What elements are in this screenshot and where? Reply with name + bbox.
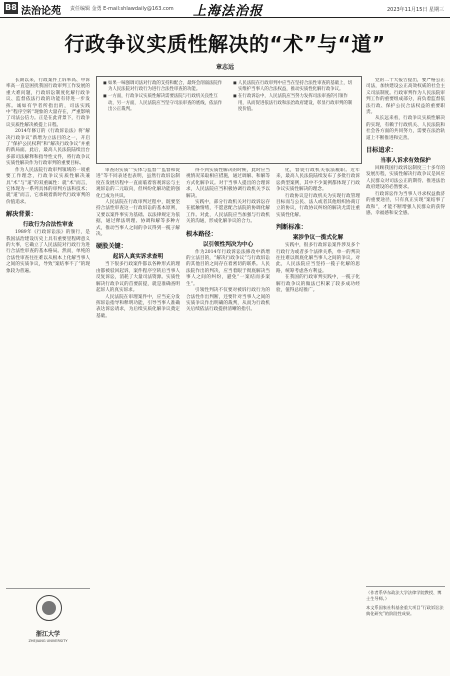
author-bio: （作者系华东政法大学法律学院教授、博士生导师。） <box>366 590 442 601</box>
section-heading: 解决背景： <box>6 211 37 219</box>
highlight-item: ◼ 在行政诉讼中，人民法院应当努力发挥司法审查的引领作用，从而促进依法行政和法治政府建设，彰显行政审判的制度价值。 <box>233 94 353 112</box>
section-subheading: 当事人诉求有效保护 <box>380 158 431 165</box>
paragraph: 得不到实质性解决的时候，此时应当视情况采取相应措施，通过调解、和解等方式化解争议。对于当事人提出的合理诉求，人民法院应当积极协调行政机关予以解决。 <box>186 168 270 199</box>
column-5 <box>366 78 445 583</box>
paragraph: 引领性判决不仅要对被诉行政行为的合法性作出判断，还要针对当事人之间的实质争议作出明确的裁判，从而为行政机关后续依法行政提供清晰的指引。 <box>186 288 270 313</box>
editor-line: 责任编辑 金勇 E-mail:shlawdaily@163.com <box>70 6 174 12</box>
paragraph: 1989年《行政诉讼法》的颁行，是我国法治建设历史上具有重要里程碑意义的大事，它确立了人民法院对行政行为进行合法性审查的基本格局。然而，单纯的合法性审查往往难以从根本上化解当事人之间的实质争议，导致“案结事不了”的现象较为普遍。 <box>6 230 90 274</box>
author-footnote <box>366 586 445 671</box>
university-logo-block <box>6 588 90 673</box>
section-heading: 硬股关键： <box>96 243 127 251</box>
article-author: 章志远 <box>215 64 234 71</box>
highlight-box-right <box>233 81 355 114</box>
page-number-badge: B8 <box>5 3 17 12</box>
university-name: 浙江大学 <box>35 631 60 638</box>
section-subheading: 起诉人真实诉求查明 <box>112 254 164 261</box>
section-name: 法治论苑 <box>21 6 61 17</box>
paragraph: 实践中，部分行政机关对行政诉讼存在抵触情绪，不愿意配合法院的协调化解工作。对此，人民法院应当加强与行政机关的沟通，形成化解争议的合力。 <box>186 200 270 225</box>
paragraph: 化，督促行政机关依法履职。近年来，最高人民法院陆续发布了多批行政诉讼典型案例，其中不少案例都体现了行政争议实质性解决的理念。 <box>276 168 360 193</box>
paragraph: 党的二十大报告提出，要严格公正司法，加快建设公正高效权威的社会主义司法制度。行政审判作为人民法院审判工作的重要组成部分，肩负着监督依法行政、保护公民合法权益的重要职责。 <box>366 78 445 116</box>
paragraph: 回顾我国行政诉讼制度三十多年的发展历程，实质性解决行政争议是回应人民群众对司法公正的期待、推进法治政府建设的必然要求。 <box>366 166 445 191</box>
issue-date: 2023年11月15日 星期三 <box>386 7 444 13</box>
column-2 <box>96 168 180 670</box>
section-subheading: 行政行为合法性审查 <box>22 222 74 229</box>
paragraph: 人民法院在审理案件中，应当充分发挥诉讼指导和释明功能，引导当事人准确表达诉讼请求，为后续实质化解争议奠定基础。 <box>96 294 180 319</box>
university-name-en: ZHEJIANG UNIVERSITY <box>28 639 68 643</box>
paragraph: 行政诉讼作为当事人寻求权益救济的重要途径，只有真正实现“案结事了政和”，才能不断增强人民群众的获得感、幸福感和安全感。 <box>366 191 445 216</box>
highlight-item: ◼ 人民法院在行政审判中应当在坚持合法性审查的基础上，切实维护当事人的合法权益，推动实质性化解行政争议。 <box>233 81 353 93</box>
paragraph: 人民法院在行政审判过程中，既要坚持合法性审查这一行政诉讼的基本原则，又要以案件事实为基础、以法律规定为依据，通过释法明理、协调和解等多种方式，推动当事人之间的争议得到一揽子解决。 <box>96 200 180 238</box>
column-4 <box>276 168 360 670</box>
seal-emblem <box>42 601 56 615</box>
page-header <box>0 0 450 18</box>
paragraph: 长期以来，行政案件上诉率高、申诉率高一直是困扰我国行政审判工作发展的重大难问题，行政诉讼制度化解行政争议、监督依法行政的功能有待进一步发挥。诚如有学者所指出的，司法实践中“程序空转”现象的大量存在，严重影响了司法公信力。正是在此背景下，行政争议实质性解决被提上日程。 <box>6 78 90 128</box>
highlight-item: ◼ 一方面，行政争议实质性解决需要法院与行政机关良性互动，另一方面，人民法院应当坚守司法审查的底线，依法作出公正裁判。 <box>103 94 223 112</box>
highlight-item: ◼ 如果一味强调司法对行政的支持和配合，最终会削弱法院作为人民法院对行政行为进行合法性审查的功能。 <box>103 81 223 93</box>
paragraph: 实践中，很多行政诉讼案件涉及多个行政行为或者多个法律关系，单一的判决往往难以彻底化解当事人之间的争议。对此，人民法院应当坚持一揽子化解的思路，统筹考虑各方利益。 <box>276 243 360 274</box>
fund-note: 本文系国家社科基金重大项目“行政诉讼法典化研究”的阶段性成果。 <box>366 605 444 616</box>
section-subheading: 以引领性判决为中心 <box>202 241 254 248</box>
paragraph: 作为2014年行政诉讼法修改中新增的立法目的，“解决行政争议”与行政诉讼的其他目的之间存在着密切的联系。人民法院作出的判决，应当着眼于彻底解决当事人之间的纠纷，避免“一案结而多案生”。 <box>186 249 270 287</box>
section-heading: 目标追求： <box>366 147 397 155</box>
highlight-box-left <box>103 81 225 114</box>
paragraph: 行政协议是行政机关为实现行政管理目标而与公民、法人或者其他组织协商订立的协议，行政协议纠纷的解决尤需注重实质性化解。 <box>276 193 360 218</box>
paragraph: 作为人民法院行政审判领域的一项重要工作理念，行政争议实质性解决兼具“术”与“道”的双重属性：就“术”而言，它体现为一系列具体的审判方法和技术；就“道”而言，它承载着新时代行政审判的价值追求。 <box>6 167 90 205</box>
paragraph: 当下很多行政案件都以各种形式的理由都被驳回起诉，案件程序空转后当事人反复诉讼，消耗了大量司法资源。实质性解决行政争议的首要前提，就是准确查明起诉人的真实诉求。 <box>96 262 180 294</box>
newspaper-masthead: 上海法治报 <box>193 4 264 19</box>
article-title: 行政争议实质性解决的“术”与“道” <box>64 32 386 56</box>
university-seal-icon <box>36 595 62 621</box>
paragraph: 2014年修订的《行政诉讼法》将“解决行政争议”新增为立法目的之一，开启了“保护公民权利”和“解决行政争议”并重的新局面。此后，最高人民法院陆续出台多部司法解释和指导性文件，将行政争议实质性解决作为行政审判的重要目标。 <box>6 129 90 167</box>
column-1 <box>6 78 90 586</box>
column-3 <box>186 168 270 670</box>
highlight-box <box>96 76 362 164</box>
paragraph: 审查的实质”“实体与监督”“监督和促进”等不同表述也表明，虽然行政诉讼制度在发展历程中一直面临着客观诉讼与主观诉讼的二元取向，但纠纷化解功能的强化已成为共识。 <box>96 168 180 199</box>
section-heading: 根本路径： <box>186 230 217 238</box>
section-heading: 判断标准： <box>276 224 307 232</box>
section-subheading: 案涉争议一揽式化解 <box>292 235 344 242</box>
paragraph: 从长远来看，行政争议实质性解决的实现，有赖于行政机关、人民法院和社会各方面的共同努力，需要在法治轨道上不断推进和完善。 <box>366 116 445 141</box>
paragraph: 在我国的行政审判实践中，一揽子化解行政争议的做法已积累了较多成功经验，值得总结推广。 <box>276 275 360 294</box>
